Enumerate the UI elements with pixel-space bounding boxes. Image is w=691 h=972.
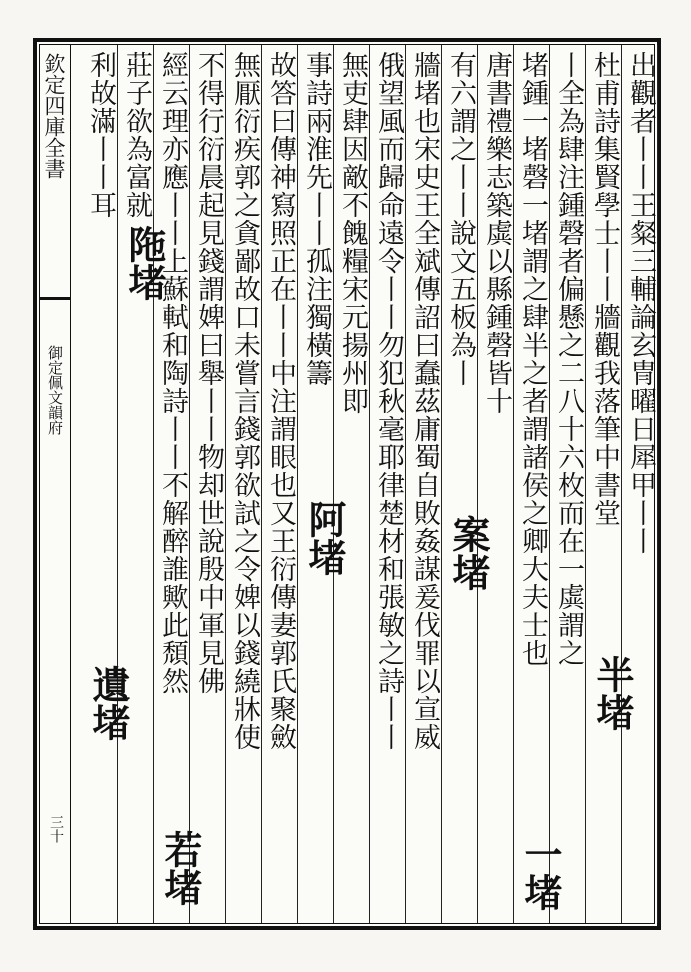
column-text: 牆堵也宋史王全斌傳詔曰蠢茲庸蜀自敗姦謀爰伐罪以宣威 — [409, 51, 440, 751]
page-number: 三十 — [48, 815, 64, 843]
text-column-3 — [550, 45, 586, 923]
column-text: 俄望風而歸命遠令丨丨勿犯秋毫耶律楚材和張敏之詩丨丨 — [373, 51, 404, 751]
text-column-16 — [82, 45, 118, 923]
text-column-12 — [226, 45, 262, 923]
text-column-9 — [334, 45, 370, 923]
text-column-8 — [370, 45, 406, 923]
column-text: 出觀者丨丨王粲三輔論玄冑曜日犀甲丨丨 — [625, 51, 656, 555]
column-text: 無吏肆因敵不餽糧宋元揚州即 — [337, 51, 368, 415]
margin-strip — [40, 45, 71, 923]
text-column-14 — [154, 45, 190, 923]
column-text: 有六謂之丨丨說文五板為丨 — [445, 51, 476, 387]
column-text: 不得行衍晨起見錢謂婢曰舉丨丨物却世說殷中軍見佛 — [193, 51, 224, 695]
text-column-13 — [190, 45, 226, 923]
book-subtitle: 御定佩文韻府 — [46, 345, 64, 435]
page-frame — [33, 38, 661, 930]
column-text: 故答曰傳神寫照正在丨丨中注謂眼也又王衍傳妻郭氏聚斂 — [265, 51, 296, 751]
margin-divider — [40, 297, 70, 300]
text-column-4 — [514, 45, 550, 923]
text-column-10 — [298, 45, 334, 923]
column-text: 唐書禮樂志築虡以縣鍾磬皆十 — [481, 51, 512, 415]
headword-entry: 遺堵 — [86, 665, 131, 741]
column-text: 利故滿丨丨耳 — [85, 51, 116, 219]
column-text: 堵鍾一堵磬一堵謂之肆半之者謂諸侯之卿大夫士也 — [517, 51, 548, 667]
column-text: 杜甫詩集賢學士丨丨牆觀我落筆中書堂 — [589, 51, 620, 527]
column-text: 無厭衍疾郭之貪鄙故口未嘗言錢郭欲試之令婢以錢繞牀使 — [229, 51, 260, 751]
headword-entry: 若堵 — [158, 830, 203, 906]
book-title: 欽定四庫全書 — [42, 53, 66, 179]
column-text: 莊子欲為富就 — [121, 51, 152, 219]
column-text: 丨全為肆注鍾磬者偏懸之二八十六枚而在一虡謂之 — [553, 51, 584, 667]
headword-entry: 阿堵 — [302, 500, 347, 576]
column-text: 事詩兩淮先丨丨孤注獨橫籌 — [301, 51, 332, 387]
headword-entry: 一堵 — [518, 835, 563, 911]
page-inner-border — [39, 44, 655, 924]
text-column-5 — [478, 45, 514, 923]
text-column-15 — [118, 45, 154, 923]
text-column-7 — [406, 45, 442, 923]
text-column-2 — [586, 45, 622, 923]
headword-entry: 半堵 — [590, 655, 635, 731]
text-column-11 — [262, 45, 298, 923]
text-column-1 — [622, 45, 658, 923]
column-text: 經云理亦應丨丨上蘇軾和陶詩丨丨不解醉誰歟此頹然 — [157, 51, 188, 695]
headword-entry: 案堵 — [446, 515, 491, 591]
text-column-6 — [442, 45, 478, 923]
headword-entry: 陁堵 — [122, 225, 167, 301]
